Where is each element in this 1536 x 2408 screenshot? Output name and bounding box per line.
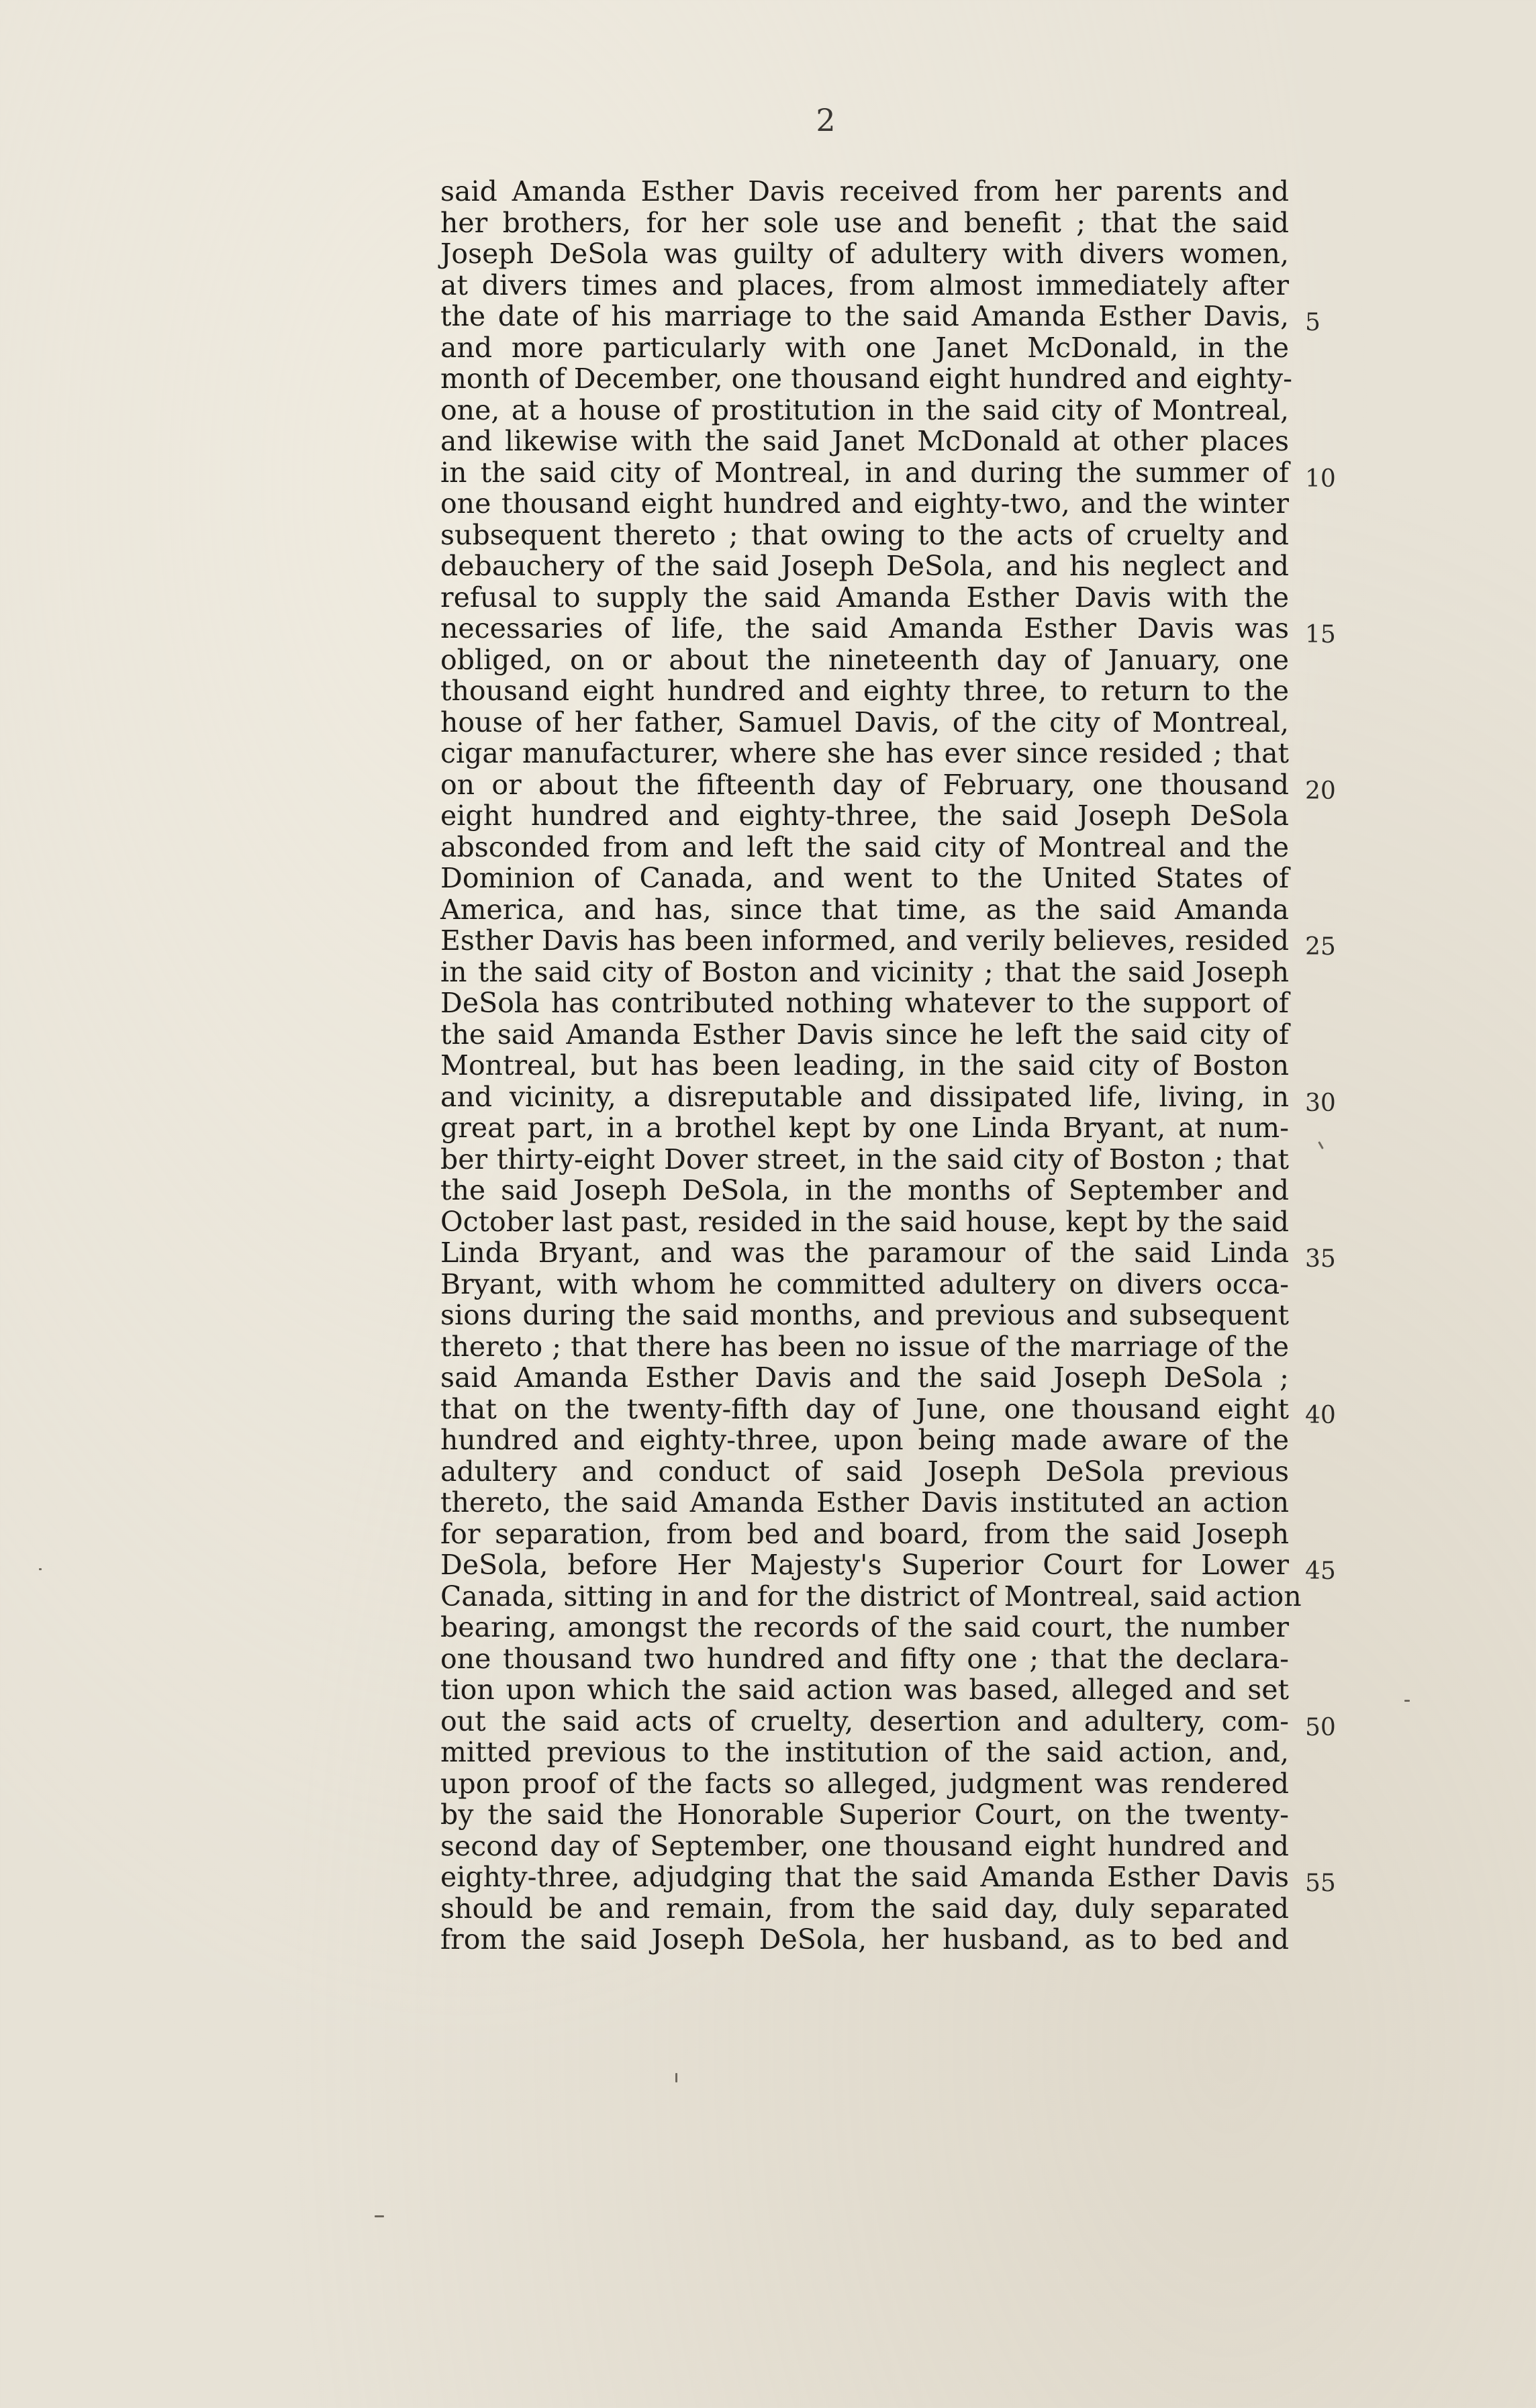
text-line: and likewise with the said Janet McDonald at other places: [440, 425, 1289, 457]
line-number: 10: [1305, 465, 1336, 493]
text-line: DeSola, before Her Majesty's Superior Court for Lower: [440, 1549, 1289, 1581]
line-number: 35: [1305, 1245, 1336, 1273]
paper-speck: [1318, 1141, 1324, 1149]
line-number: 25: [1305, 933, 1336, 961]
text-line: eighty-three, adjudging that the said Amanda Esther Davis: [440, 1861, 1289, 1893]
text-line: thousand eight hundred and eighty three, to return to the: [440, 675, 1289, 707]
text-line: mitted previous to the institution of the said action, and,: [440, 1736, 1289, 1768]
text-line: obliged, on or about the nineteenth day of January, one: [440, 643, 1289, 676]
text-line: the date of his marriage to the said Amanda Esther Davis,: [440, 300, 1289, 332]
text-line: thereto ; that there has been no issue of the marriage of the: [440, 1330, 1289, 1363]
text-line: one thousand eight hundred and eighty-two, and the winter: [440, 487, 1289, 520]
text-line: in the said city of Boston and vicinity ; that the said Joseph: [440, 955, 1289, 988]
text-line: bearing, amongst the records of the said court, the number: [440, 1611, 1289, 1643]
text-line: ber thirty-eight Dover street, in the said city of Boston ; that: [440, 1143, 1289, 1175]
text-line: said Amanda Esther Davis and the said Joseph DeSola ;: [440, 1361, 1289, 1394]
line-number: 20: [1305, 777, 1336, 805]
page-number: 2: [816, 102, 836, 138]
line-number: 50: [1305, 1713, 1336, 1741]
text-line: hundred and eighty-three, upon being made aware of the: [440, 1424, 1289, 1456]
text-line: sions during the said months, and previous and subsequent: [440, 1299, 1289, 1331]
text-line: should be and remain, from the said day, duly separated: [440, 1892, 1289, 1925]
text-line: cigar manufacturer, where she has ever since resided ; that: [440, 737, 1289, 769]
paper-speck: [375, 2215, 384, 2217]
text-line: debauchery of the said Joseph DeSola, and his neglect and: [440, 550, 1289, 582]
text-line: Joseph DeSola was guilty of adultery with divers women,: [440, 238, 1289, 270]
text-line: Montreal, but has been leading, in the said city of Boston: [440, 1049, 1289, 1081]
text-line: necessaries of life, the said Amanda Esther Davis was: [440, 612, 1289, 644]
text-line: by the said the Honorable Superior Court, on the twenty-: [440, 1798, 1289, 1831]
text-line: one thousand two hundred and fifty one ; that the declara-: [440, 1642, 1289, 1675]
line-number: 45: [1305, 1557, 1336, 1585]
text-line: upon proof of the facts so alleged, judgment was rendered: [440, 1767, 1289, 1800]
text-line: Esther Davis has been informed, and verily believes, resided: [440, 924, 1289, 957]
text-line: in the said city of Montreal, in and during the summer of: [440, 456, 1289, 489]
text-line: one, at a house of prostitution in the said city of Montreal,: [440, 393, 1289, 426]
text-line: on or about the fifteenth day of February, one thousand: [440, 768, 1289, 801]
text-line: adultery and conduct of said Joseph DeSola previous: [440, 1455, 1289, 1488]
text-line: refusal to supply the said Amanda Esther Davis with the: [440, 581, 1289, 614]
text-line: month of December, one thousand eight hundred and eighty-: [440, 363, 1292, 395]
body-text: [440, 175, 1302, 1956]
text-line: tion upon which the said action was based, alleged and set: [440, 1674, 1289, 1706]
line-number: 55: [1305, 1870, 1336, 1897]
text-line: the said Amanda Esther Davis since he left the said city of: [440, 1018, 1289, 1051]
text-line: second day of September, one thousand eight hundred and: [440, 1829, 1289, 1862]
paper-speck: [39, 1568, 42, 1570]
text-line: and more particularly with one Janet McDonald, in the: [440, 331, 1289, 364]
text-line: Canada, sitting in and for the district of Montreal, said action: [440, 1580, 1302, 1612]
line-number: 40: [1305, 1401, 1336, 1429]
text-line: at divers times and places, from almost immediately after: [440, 269, 1289, 301]
text-line: subsequent thereto ; that owing to the acts of cruelty and: [440, 518, 1289, 551]
text-line: from the said Joseph DeSola, her husband, as to bed and: [440, 1923, 1289, 1956]
text-line: house of her father, Samuel Davis, of the city of Montreal,: [440, 706, 1289, 738]
text-line: and vicinity, a disreputable and dissipated life, living, in: [440, 1080, 1289, 1113]
text-line: absconded from and left the said city of Montreal and the: [440, 830, 1289, 863]
text-line: Bryant, with whom he committed adultery on divers occa-: [440, 1267, 1289, 1300]
paper-speck: [675, 2073, 677, 2082]
text-line: America, and has, since that time, as the said Amanda: [440, 893, 1289, 926]
line-number: 5: [1305, 309, 1321, 336]
line-number: 30: [1305, 1089, 1336, 1117]
text-line: out the said acts of cruelty, desertion and adultery, com-: [440, 1704, 1289, 1737]
text-line: DeSola has contributed nothing whatever to the support of: [440, 987, 1289, 1019]
text-line: Dominion of Canada, and went to the United States of: [440, 862, 1289, 894]
text-line: for separation, from bed and board, from the said Joseph: [440, 1517, 1289, 1550]
text-line: her brothers, for her sole use and benefit ; that the said: [440, 206, 1289, 239]
text-line: the said Joseph DeSola, in the months of September and: [440, 1174, 1289, 1206]
text-line: said Amanda Esther Davis received from her parents and: [440, 175, 1289, 207]
paper-speck: [1404, 1700, 1410, 1702]
text-line: October last past, resided in the said house, kept by the said: [440, 1205, 1289, 1238]
text-line: eight hundred and eighty-three, the said Joseph DeSola: [440, 800, 1289, 832]
line-number: 15: [1305, 621, 1336, 648]
text-line: Linda Bryant, and was the paramour of the said Linda: [440, 1237, 1289, 1269]
text-line: thereto, the said Amanda Esther Davis instituted an action: [440, 1486, 1289, 1519]
text-line: great part, in a brothel kept by one Linda Bryant, at num-: [440, 1112, 1289, 1144]
text-line: that on the twenty-fifth day of June, one thousand eight: [440, 1392, 1289, 1425]
